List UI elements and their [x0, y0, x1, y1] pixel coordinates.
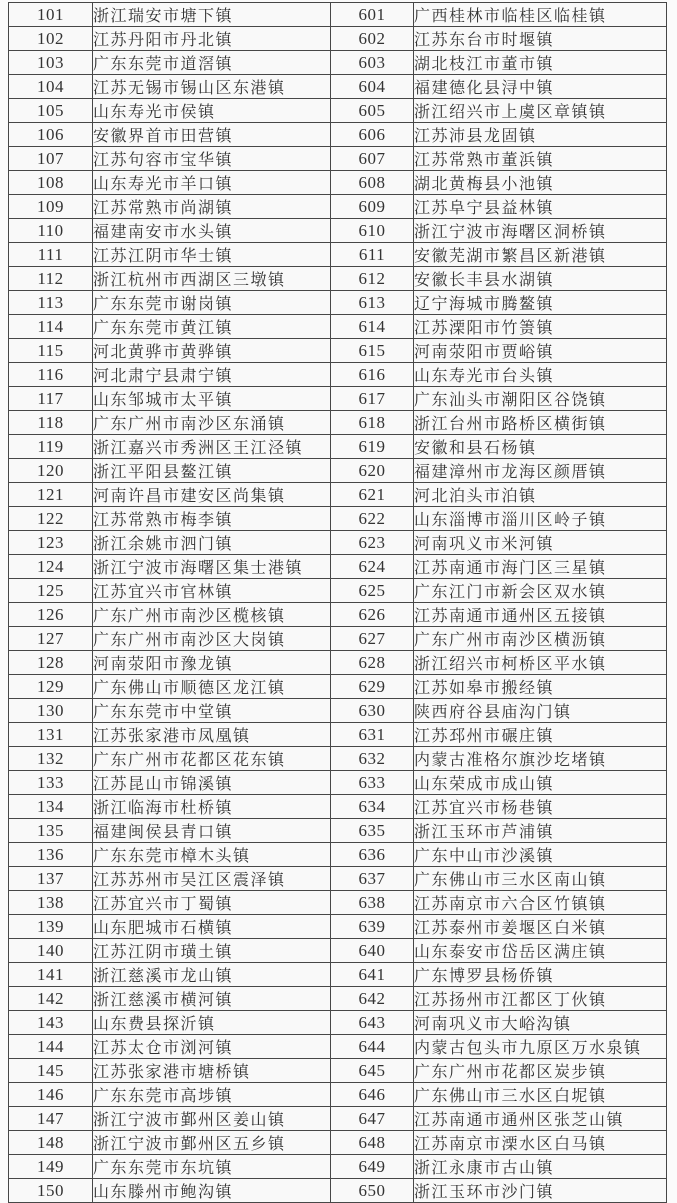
town-cell-right: 广东博罗县杨侨镇 [414, 963, 667, 987]
rank-cell-right: 624 [331, 555, 414, 579]
town-cell-right: 江苏东台市时堰镇 [414, 27, 667, 51]
town-cell-left: 广东广州市花都区花东镇 [93, 747, 331, 771]
town-cell-right: 安徽和县石杨镇 [414, 435, 667, 459]
rank-cell-right: 618 [331, 411, 414, 435]
table-row [9, 99, 667, 123]
rank-cell-right: 639 [331, 915, 414, 939]
rank-cell-left: 102 [9, 27, 93, 51]
table-row [9, 219, 667, 243]
town-cell-right: 福建漳州市龙海区颜厝镇 [414, 459, 667, 483]
rank-cell-left: 131 [9, 723, 93, 747]
town-cell-left: 广东东莞市樟木头镇 [93, 843, 331, 867]
table-row [9, 819, 667, 843]
table-row [9, 723, 667, 747]
rank-cell-left: 109 [9, 195, 93, 219]
town-cell-right: 广东广州市花都区炭步镇 [414, 1059, 667, 1083]
rank-cell-left: 127 [9, 627, 93, 651]
table-row [9, 27, 667, 51]
table-row [9, 627, 667, 651]
town-cell-right: 浙江宁波市海曙区洞桥镇 [414, 219, 667, 243]
town-cell-right: 湖北黄梅县小池镇 [414, 171, 667, 195]
rank-cell-left: 126 [9, 603, 93, 627]
town-cell-left: 山东邹城市太平镇 [93, 387, 331, 411]
town-cell-left: 浙江瑞安市塘下镇 [93, 3, 331, 27]
town-cell-right: 江苏南通市通州区张芝山镇 [414, 1107, 667, 1131]
rank-cell-right: 620 [331, 459, 414, 483]
town-cell-right: 江苏邳州市碾庄镇 [414, 723, 667, 747]
rank-cell-left: 136 [9, 843, 93, 867]
rank-cell-left: 148 [9, 1131, 93, 1155]
rank-cell-right: 608 [331, 171, 414, 195]
rank-cell-right: 619 [331, 435, 414, 459]
town-cell-left: 山东寿光市羊口镇 [93, 171, 331, 195]
rank-cell-right: 614 [331, 315, 414, 339]
rank-cell-left: 104 [9, 75, 93, 99]
town-cell-right: 浙江玉环市芦浦镇 [414, 819, 667, 843]
town-cell-left: 江苏江阴市璜土镇 [93, 939, 331, 963]
town-cell-right: 广东中山市沙溪镇 [414, 843, 667, 867]
rank-cell-left: 118 [9, 411, 93, 435]
rank-cell-left: 137 [9, 867, 93, 891]
rank-cell-left: 143 [9, 1011, 93, 1035]
rank-cell-left: 132 [9, 747, 93, 771]
town-cell-left: 福建南安市水头镇 [93, 219, 331, 243]
town-cell-left: 江苏太仓市浏河镇 [93, 1035, 331, 1059]
town-cell-right: 广东佛山市三水区白坭镇 [414, 1083, 667, 1107]
rank-cell-right: 642 [331, 987, 414, 1011]
town-cell-left: 河南荥阳市豫龙镇 [93, 651, 331, 675]
rank-cell-left: 149 [9, 1155, 93, 1179]
rank-cell-left: 107 [9, 147, 93, 171]
rank-cell-left: 145 [9, 1059, 93, 1083]
town-cell-right: 河南荥阳市贾峪镇 [414, 339, 667, 363]
town-cell-left: 江苏宜兴市丁蜀镇 [93, 891, 331, 915]
town-cell-left: 江苏丹阳市丹北镇 [93, 27, 331, 51]
table-row [9, 531, 667, 555]
rank-cell-right: 632 [331, 747, 414, 771]
town-cell-left: 安徽界首市田营镇 [93, 123, 331, 147]
town-cell-right: 广西桂林市临桂区临桂镇 [414, 3, 667, 27]
rank-cell-right: 616 [331, 363, 414, 387]
table-row [9, 315, 667, 339]
table-row [9, 939, 667, 963]
table-row [9, 363, 667, 387]
town-cell-right: 河南巩义市大峪沟镇 [414, 1011, 667, 1035]
table-row [9, 123, 667, 147]
rank-cell-right: 617 [331, 387, 414, 411]
town-cell-left: 江苏句容市宝华镇 [93, 147, 331, 171]
rank-cell-right: 626 [331, 603, 414, 627]
table-row [9, 675, 667, 699]
table-row [9, 75, 667, 99]
town-cell-left: 浙江嘉兴市秀洲区王江泾镇 [93, 435, 331, 459]
town-cell-left: 江苏张家港市凤凰镇 [93, 723, 331, 747]
rank-cell-right: 601 [331, 3, 414, 27]
table-row [9, 915, 667, 939]
table-row [9, 339, 667, 363]
town-cell-right: 山东泰安市岱岳区满庄镇 [414, 939, 667, 963]
table-row [9, 795, 667, 819]
town-cell-left: 广东东莞市谢岗镇 [93, 291, 331, 315]
town-cell-left: 浙江平阳县鳌江镇 [93, 459, 331, 483]
rank-cell-right: 631 [331, 723, 414, 747]
table-row [9, 291, 667, 315]
rank-cell-left: 140 [9, 939, 93, 963]
table-row [9, 651, 667, 675]
rank-cell-right: 621 [331, 483, 414, 507]
rank-cell-left: 144 [9, 1035, 93, 1059]
town-cell-left: 广东广州市南沙区大岗镇 [93, 627, 331, 651]
town-cell-right: 江苏南通市海门区三星镇 [414, 555, 667, 579]
town-cell-right: 辽宁海城市腾鳌镇 [414, 291, 667, 315]
town-cell-left: 浙江杭州市西湖区三墩镇 [93, 267, 331, 291]
town-cell-right: 江苏南京市溧水区白马镇 [414, 1131, 667, 1155]
rank-cell-left: 125 [9, 579, 93, 603]
town-cell-left: 江苏常熟市尚湖镇 [93, 195, 331, 219]
rank-cell-left: 133 [9, 771, 93, 795]
rank-cell-right: 615 [331, 339, 414, 363]
town-cell-right: 广东汕头市潮阳区谷饶镇 [414, 387, 667, 411]
rank-cell-right: 612 [331, 267, 414, 291]
town-cell-left: 浙江临海市杜桥镇 [93, 795, 331, 819]
rank-cell-left: 120 [9, 459, 93, 483]
town-cell-left: 广东广州市南沙区东涌镇 [93, 411, 331, 435]
rank-cell-right: 637 [331, 867, 414, 891]
town-cell-right: 内蒙古包头市九原区万水泉镇 [414, 1035, 667, 1059]
rank-cell-right: 634 [331, 795, 414, 819]
rank-cell-left: 124 [9, 555, 93, 579]
table-row [9, 1059, 667, 1083]
rank-cell-left: 119 [9, 435, 93, 459]
table-row [9, 3, 667, 27]
rank-cell-left: 114 [9, 315, 93, 339]
rank-cell-left: 106 [9, 123, 93, 147]
town-cell-right: 内蒙古准格尔旗沙圪堵镇 [414, 747, 667, 771]
town-cell-left: 河南许昌市建安区尚集镇 [93, 483, 331, 507]
town-cell-left: 山东滕州市鲍沟镇 [93, 1179, 331, 1203]
table-row [9, 1155, 667, 1179]
table-row [9, 987, 667, 1011]
rank-cell-left: 103 [9, 51, 93, 75]
rank-cell-right: 633 [331, 771, 414, 795]
town-cell-right: 广东广州市南沙区横沥镇 [414, 627, 667, 651]
town-cell-right: 浙江永康市古山镇 [414, 1155, 667, 1179]
town-cell-right: 江苏阜宁县益林镇 [414, 195, 667, 219]
table-row [9, 459, 667, 483]
town-cell-right: 江苏泰州市姜堰区白米镇 [414, 915, 667, 939]
table-row [9, 1035, 667, 1059]
rank-cell-right: 627 [331, 627, 414, 651]
town-cell-left: 广东东莞市道滘镇 [93, 51, 331, 75]
town-cell-left: 浙江宁波市海曙区集士港镇 [93, 555, 331, 579]
rank-cell-left: 121 [9, 483, 93, 507]
rank-cell-left: 122 [9, 507, 93, 531]
rank-cell-left: 105 [9, 99, 93, 123]
table-row [9, 1179, 667, 1203]
town-cell-left: 江苏张家港市塘桥镇 [93, 1059, 331, 1083]
table-row [9, 51, 667, 75]
town-cell-right: 江苏常熟市董浜镇 [414, 147, 667, 171]
table-row [9, 1107, 667, 1131]
rank-cell-left: 139 [9, 915, 93, 939]
rank-cell-right: 604 [331, 75, 414, 99]
table-row [9, 387, 667, 411]
rank-cell-right: 647 [331, 1107, 414, 1131]
town-cell-right: 江苏溧阳市竹箦镇 [414, 315, 667, 339]
rank-cell-right: 638 [331, 891, 414, 915]
town-cell-right: 陕西府谷县庙沟门镇 [414, 699, 667, 723]
table-row [9, 171, 667, 195]
town-cell-right: 湖北枝江市董市镇 [414, 51, 667, 75]
rank-cell-right: 606 [331, 123, 414, 147]
rank-cell-right: 649 [331, 1155, 414, 1179]
town-cell-right: 广东佛山市三水区南山镇 [414, 867, 667, 891]
town-cell-left: 江苏苏州市吴江区震泽镇 [93, 867, 331, 891]
towns-table-body [9, 3, 667, 1203]
town-cell-right: 山东荣成市成山镇 [414, 771, 667, 795]
town-cell-left: 山东寿光市侯镇 [93, 99, 331, 123]
table-row [9, 891, 667, 915]
rank-cell-right: 607 [331, 147, 414, 171]
rank-cell-right: 628 [331, 651, 414, 675]
table-row [9, 771, 667, 795]
town-cell-right: 安徽长丰县水湖镇 [414, 267, 667, 291]
table-row [9, 435, 667, 459]
rank-cell-left: 123 [9, 531, 93, 555]
town-cell-left: 浙江慈溪市横河镇 [93, 987, 331, 1011]
rank-cell-left: 108 [9, 171, 93, 195]
rank-cell-right: 603 [331, 51, 414, 75]
town-cell-left: 江苏常熟市梅李镇 [93, 507, 331, 531]
town-cell-left: 河北肃宁县肃宁镇 [93, 363, 331, 387]
town-cell-left: 山东肥城市石横镇 [93, 915, 331, 939]
rank-cell-left: 116 [9, 363, 93, 387]
rank-cell-right: 602 [331, 27, 414, 51]
rank-cell-right: 610 [331, 219, 414, 243]
rank-cell-left: 130 [9, 699, 93, 723]
town-cell-left: 广东东莞市中堂镇 [93, 699, 331, 723]
rank-cell-left: 134 [9, 795, 93, 819]
table-row [9, 1083, 667, 1107]
rank-cell-right: 629 [331, 675, 414, 699]
town-cell-right: 河北泊头市泊镇 [414, 483, 667, 507]
rank-cell-right: 622 [331, 507, 414, 531]
rank-cell-right: 609 [331, 195, 414, 219]
rank-cell-right: 640 [331, 939, 414, 963]
rank-cell-right: 643 [331, 1011, 414, 1035]
rank-cell-left: 112 [9, 267, 93, 291]
town-cell-left: 广东广州市南沙区榄核镇 [93, 603, 331, 627]
town-cell-left: 广东东莞市东坑镇 [93, 1155, 331, 1179]
rank-cell-left: 117 [9, 387, 93, 411]
town-cell-left: 江苏宜兴市官林镇 [93, 579, 331, 603]
table-row [9, 147, 667, 171]
table-row [9, 603, 667, 627]
town-cell-right: 江苏扬州市江都区丁伙镇 [414, 987, 667, 1011]
rank-cell-right: 605 [331, 99, 414, 123]
rank-cell-left: 138 [9, 891, 93, 915]
town-cell-left: 山东费县探沂镇 [93, 1011, 331, 1035]
town-cell-left: 浙江宁波市鄞州区姜山镇 [93, 1107, 331, 1131]
town-cell-right: 河南巩义市米河镇 [414, 531, 667, 555]
rank-cell-left: 129 [9, 675, 93, 699]
town-cell-left: 浙江余姚市泗门镇 [93, 531, 331, 555]
rank-cell-right: 644 [331, 1035, 414, 1059]
town-cell-left: 浙江宁波市鄞州区五乡镇 [93, 1131, 331, 1155]
table-row [9, 411, 667, 435]
table-row [9, 963, 667, 987]
town-cell-left: 广东东莞市高埗镇 [93, 1083, 331, 1107]
rank-cell-left: 128 [9, 651, 93, 675]
rank-cell-right: 636 [331, 843, 414, 867]
table-row [9, 867, 667, 891]
towns-table [8, 2, 667, 1203]
rank-cell-left: 110 [9, 219, 93, 243]
town-cell-right: 江苏沛县龙固镇 [414, 123, 667, 147]
town-cell-right: 山东寿光市台头镇 [414, 363, 667, 387]
table-row [9, 243, 667, 267]
town-cell-left: 广东东莞市黄江镇 [93, 315, 331, 339]
town-cell-right: 江苏南通市通州区五接镇 [414, 603, 667, 627]
town-cell-right: 浙江绍兴市柯桥区平水镇 [414, 651, 667, 675]
town-cell-right: 安徽芜湖市繁昌区新港镇 [414, 243, 667, 267]
table-row [9, 1131, 667, 1155]
rank-cell-right: 641 [331, 963, 414, 987]
table-row [9, 699, 667, 723]
rank-cell-right: 630 [331, 699, 414, 723]
rank-cell-right: 625 [331, 579, 414, 603]
table-row [9, 507, 667, 531]
rank-cell-right: 650 [331, 1179, 414, 1203]
table-row [9, 1011, 667, 1035]
rank-cell-right: 635 [331, 819, 414, 843]
town-cell-right: 江苏如皋市搬经镇 [414, 675, 667, 699]
town-cell-right: 江苏宜兴市杨巷镇 [414, 795, 667, 819]
town-cell-left: 江苏江阴市华士镇 [93, 243, 331, 267]
rank-cell-right: 613 [331, 291, 414, 315]
rank-cell-right: 623 [331, 531, 414, 555]
rank-cell-left: 142 [9, 987, 93, 1011]
town-cell-right: 浙江绍兴市上虞区章镇镇 [414, 99, 667, 123]
rank-cell-right: 611 [331, 243, 414, 267]
rank-cell-left: 101 [9, 3, 93, 27]
town-cell-right: 山东淄博市淄川区岭子镇 [414, 507, 667, 531]
table-row [9, 843, 667, 867]
town-cell-right: 江苏南京市六合区竹镇镇 [414, 891, 667, 915]
town-cell-right: 福建德化县浔中镇 [414, 75, 667, 99]
town-cell-right: 广东江门市新会区双水镇 [414, 579, 667, 603]
town-cell-left: 江苏无锡市锡山区东港镇 [93, 75, 331, 99]
rank-cell-right: 645 [331, 1059, 414, 1083]
rank-cell-left: 115 [9, 339, 93, 363]
table-row [9, 483, 667, 507]
rank-cell-left: 113 [9, 291, 93, 315]
town-cell-left: 福建闽侯县青口镇 [93, 819, 331, 843]
rank-cell-left: 150 [9, 1179, 93, 1203]
table-row [9, 747, 667, 771]
table-row [9, 579, 667, 603]
town-cell-left: 河北黄骅市黄骅镇 [93, 339, 331, 363]
table-row [9, 195, 667, 219]
table-row [9, 555, 667, 579]
town-cell-right: 浙江台州市路桥区横街镇 [414, 411, 667, 435]
rank-cell-left: 135 [9, 819, 93, 843]
rank-cell-left: 111 [9, 243, 93, 267]
rank-cell-right: 648 [331, 1131, 414, 1155]
town-cell-left: 江苏昆山市锦溪镇 [93, 771, 331, 795]
rank-cell-left: 141 [9, 963, 93, 987]
town-cell-left: 广东佛山市顺德区龙江镇 [93, 675, 331, 699]
rank-cell-right: 646 [331, 1083, 414, 1107]
town-cell-right: 浙江玉环市沙门镇 [414, 1179, 667, 1203]
town-cell-left: 浙江慈溪市龙山镇 [93, 963, 331, 987]
table-row [9, 267, 667, 291]
rank-cell-left: 146 [9, 1083, 93, 1107]
rank-cell-left: 147 [9, 1107, 93, 1131]
